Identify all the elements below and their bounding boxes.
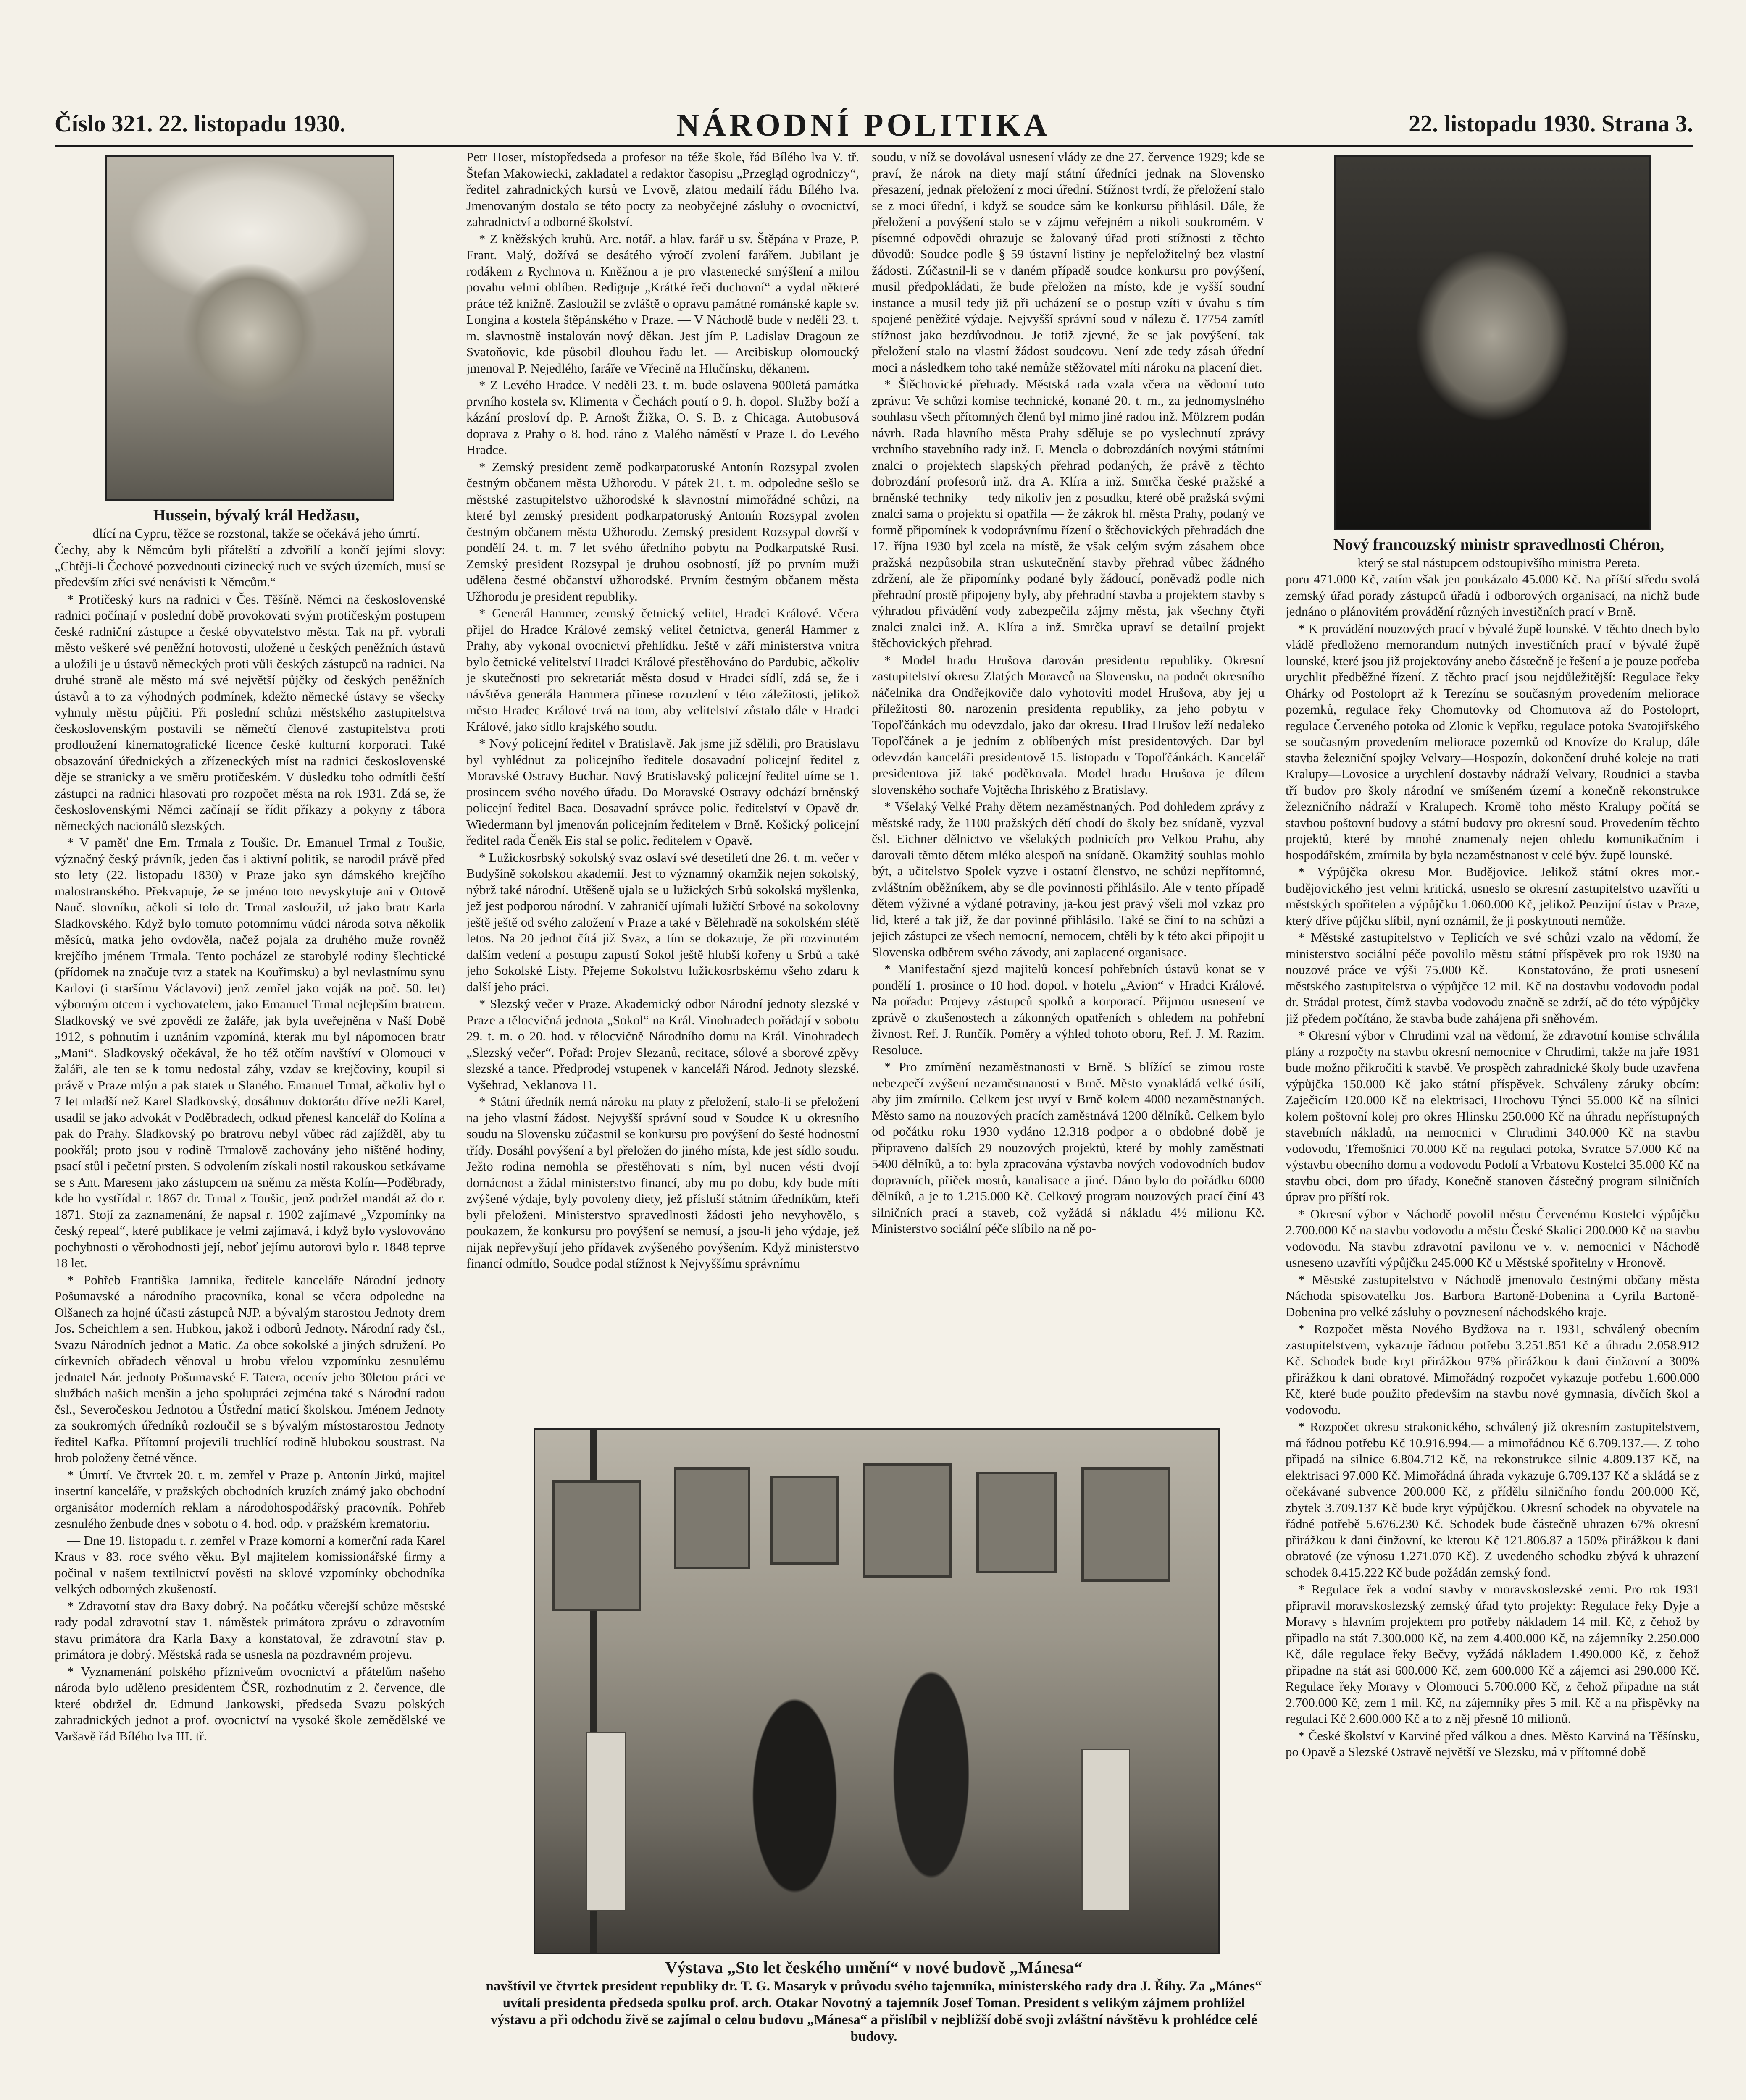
portrait-right-caption: který se stal nástupcem odstoupivšího ministra Pereta. (1357, 555, 1640, 570)
article-paragraph: * Městské zastupitelstvo v Náchodě jmenovalo čestnými občany města Náchoda spisovatelku Jos. Barbora Bartoně-Dobenina a Cyrila Bartoně-Dobenina pro velké zásluhy o povznesení náchodského kraje. (1286, 1272, 1699, 1319)
article-paragraph: * Štěchovické přehrady. Městská rada vzala včera na vědomí tuto zprávu: Ve schůzi komise technické, konané 20. t. m., za jednomyslného souhlasu všech přítomných členů byl mimo jiné radou inž. Mölzrem podán návrh. Rada hlavního města Prahy sděluje se po vyslechnutí zprávy vrchního stavebního rady inž. F. Mencla o dobrozdáních novými státními znalci o projektech slapských přehrad podaných, že právě z těchto dobrozdání profesorů inž. dra A. Klíra a inž. Smrčka české pražské a brněnské techniky — tedy nikoliv jen z posudku, které obě pražská svými znalci sama o projektu si opatřila — že zákrok hl. města Prahy, podaný ve formě připomínek k vodoprávnímu řízení o štěchovických přehradách dne 17. října 1930 byl zcela na místě, že však celým svým zásahem obce pražská nezpůsobila stran uskutečnění stavby přehrad vůbec žádného zdržení, ale že připomínky podané byly žádoucí, poněvadž podle nich přehradní prostě připojeny byly, aby přehradní stavba a projektem stavby s výhradou přivádění vody zabezpečila zájmy města, jak všechny čtyři znalci znalci inž. A. Klíra a inž. Smrčka upraví se detailní projekt štěchovických přehrad. (872, 377, 1265, 650)
article-paragraph: soudu, v níž se dovolával usnesení vlády ze dne 27. července 1929; kde se praví, že nárok na diety mají státní úředníci jednak na Slovensko přesazení, jednak přeložení z moci úřední. Stížnost tvrdí, že přeložení stalo se z moci úřední, i když se soudce sám ke konkursu přihlásil. Dále, že přeložení a povýšení stalo se v zájmu veřejném a nikoli soukromém. V písemné odpovědi ohrazuje se žalovaný úřad proti stížnosti z těchto důvodů: Soudce podle § 59 ústavní listiny je nepřeložitelný bez vlastní žádosti. Zúčastnil-li se v daném případě soudce konkursu pro povýšení, musil předpokládati, že bude přeložen na místo, kde je vyšší soudní instance a musil tedy již při ucházení se o postup vzíti v úvahu s tím spojené peněžité výdaje. Nejvyšší správní soud v nálezu č. 17754 zamítl stížnost jako bezdůvodnou. Je totiž zjevné, že se jak povýšení, tak přeložení stalo na vlastní žádost soudcovu. Není zde tedy zásah úřední moci a následkem toho také nemůže stěžovatel míti nároku na placení diet. (872, 150, 1265, 375)
article-paragraph: * Výpůjčka okresu Mor. Budějovice. Jelikož státní okres mor.-budějovického jest velmi kritická, usneslo se okresní zastupitelstvo uzavříti u městských spořitelen a výpůjčku 1.060.000 Kč, jelikož Penzijní ústav v Praze, který dříve půjčku slíbil, nyní oznámil, že ji poskytnouti nemůže. (1286, 864, 1699, 928)
column-3 (872, 149, 1265, 1569)
article-paragraph: * Všelaký Velké Prahy dětem nezaměstnaných. Pod dohledem zprávy z městské rady, že 1100 pražských dětí chodí do školy bez snídaně, vyzval čsl. Eichner dělnictvo ve všelakých podnicích pro Velkou Prahu, aby darovali těmto dětem mléko alespoň na snídaně. Okamžitý souhlas mohlo být, a učitelstvo Spolek vyzve i ostatní členstvo, ne schůzi nepřítomné, zvláštním oběžníkem, aby se dle povinnosti přihlásilo. Ale v tento případě dětem výživné a výdané potraviny, ja-kou jest pravý všeli mol vzkaz pro lid, které a tak již, že dar povinné přihlásilo. Také se činí to na schůzi a jejich zástupci ze všech nemocní, nemocem, chtěli by k této akci připojit u Slovenska odběrem svého závody, ani zaplacené organisace. (872, 799, 1265, 959)
painting-frame (674, 1467, 750, 1569)
portrait-left-caption: dlící na Cypru, těžce se rozstonal, takže se očekává jeho úmrtí. (92, 526, 420, 541)
column-2 (466, 149, 859, 1569)
painting-frame (863, 1463, 952, 1578)
article-paragraph: Petr Hoser, místopředseda a profesor na téže škole, řád Bílého lva V. tř. Štefan Makowiecki, zakladatel a redaktor časopisu „Przegląd ogrodniczy“, ředitel zahradnických kursů ve Lvově, zlatou medailí řádu Bílého lva. Jmenovaným dostalo se této pocty za neobyčejné zásluhy o ovocnictví, zahradnictví a odborné školství. (466, 150, 859, 229)
article-paragraph: * V paměť dne Em. Trmala z Toušic. Dr. Emanuel Trmal z Toušic, význačný český právník, jeden čas i aktivní politik, se narodil právě před sto lety (22. listopadu 1830) v Praze jako syn dámského krejčího malostranského. Překvapuje, že se jméno toto nevyskytuje ani v Ottově Nauč. slovníku, ačkoli si tolo dr. Trmal zasloužil, už jako bratr Karla Sladkovského. Když bylo tomuto potomnímu vůdci národa sotva několik měsíců, matka jeho ovdověla, načež pojala za druhého muže rovněž krejčího jménem Trmala. Tento pocházel ze starobylé rodiny šlechtické (přídomek na značuje tvrz a statek na Kouřimsku) a byl nevlastnímu synu Karlovi (i staršímu Václavovi) jenž zemřel jako voják na poč. 50. let) výborným otcem i vychovatelem, jako Emanuel Trmal nejlepším bratrem. Sladkovský ve své zpovědi ze žaláře, jak byla uveřejněna v Naší Době 1912, s pohnutím i uznáním vzpomíná, kterak mu byl nápomocen bratr „Mani“. Sladkovský očekával, že ho též otčím navštíví v Olomouci v žaláři, ale ten se k tomu nedostal záhy, vzdav se krejčoviny, koupil si právě v Praze mlýn a pak statek u Slaného. Emanuel Trmal, ačkoliv byl o 7 let mladší než Karel Sladkovský, dosáhnuv doktorátu dříve nežli Karel, usadil se jako advokát v Poděbradech, odkud přenesl kancelář do Kolína a pak do Prahy. Sladkovský po bratrovu nebyl vůbec rád zajížděl, aby tu pookřál; proto jsou v rodině Trmalově zachovány jeho ništěné hodiny, psací stůl i pečetní prsten. S odvolením získali nostil rakouskou setkávame se s Ant. Maresem jako zástupcem na sněmu za města Kolín—Poděbrady, kde ho vystřídal r. 1867 dr. Trmal z Toušic, jenž podržel mandát až do r. 1871. Stojí za zaznamenání, že napsal r. 1902 zajímavé „Vzpomínky na český repeal“, které publikace je velmi zajímavá, i když bylo vyslovováno pochybnosti o věrohodnosti její, neboť jejímu autorovi bylo r. 1848 teprve 18 let. (55, 835, 445, 1270)
painting-frame (770, 1476, 839, 1565)
article-paragraph: * Rozpočet okresu strakonického, schválený již okresním zastupitelstvem, má řádnou potřebu Kč 10.916.994.— a mimořádnou Kč 6.709.137.—. Z toho připadá na silnice 6.804.712 Kč, na rekonstrukce silnic 4.809.137 Kč, na elektrisaci 97.000 Kč. Mimořádná úhrada vykazuje 6.709.137 Kč a skládá se z očekávané subvence 200.000 Kč, z přídělu silničního fondu 200.000 Kč, zbytek 3.709.137 Kč bude kryt výpůjčkou. Okresní schodek na obyvatele na řádné potřebě 5.676.230 Kč. Schodek bude částečně uhrazen 67% okresní přirážkou k dani činžovní, ke kterou Kč 121.806.87 a 150% přirážkou k dani obratové (ze výnosu 1.271.070 Kč). Z uvedeného schodku zbývá k uhrazení schodek 8.415.222 Kč bude požádán zemský fond. (1286, 1419, 1699, 1580)
article-paragraph: * Městské zastupitelstvo v Teplicích ve své schůzi vzalo na vědomí, že ministerstvo sociální péče povolilo městu státní příspěvek pro rok 1930 na nouzové práce ve výši 75.000 Kč. — Konstatováno, že proti usnesení městského zastupitelstva o výpůjčce 12 mil. Kč na dostavbu vodovodu podal dr. Strádal protest, čímž stavba vodovodu značně se zdrží, ač do této výpůjčky již předem počítáno, že stavba bude zahájena při sněhovém. (1286, 930, 1699, 1026)
article-paragraph: * Úmrtí. Ve čtvrtek 20. t. m. zemřel v Praze p. Antonín Jirků, majitel insertní kanceláře, v pražských obchodních kruzích známý jako obchodní organisátor moderních reklam a národohospodářský pracovník. Pohřeb zesnulého ženbude dnes v sobotu o 4. hod. odp. v pražském krematoriu. (55, 1467, 445, 1530)
portrait-cheron-photo (1334, 155, 1651, 530)
sculpture-pedestal (586, 1732, 626, 1911)
article-paragraph: * Protičeský kurs na radnici v Čes. Těšíně. Němci na československé radnici počínají v poslední době provokovati svým protičeským postupem české radniční zástupce a české obyvatelstvo města. Tak na př. vybrali město veškeré své peněžní hotovosti, uložené u českých peněžních ústavů a uložili je u ústavů německých proti vůli českých zástupců na radnici. Na druhé straně ale město má své největší půjčky od českých peněžních ústavů a to za výhodných podmínek, kdežto německé ústavy se všecky vyhnuly městu půjčiti. Při poslední schůzi městského zastupitelstva československým postavili se němečtí členové zastupitelstva proti prodloužení kinematografické licence české kulturní korporaci. Také obsazování úřednických a zřízeneckých míst na radnici československé děje se stranicky a ve směru protičeském. V důsledku toho odmítli čeští zástupci na radnici hlasovati pro rozpočet města na rok 1931. Zdá se, že československými Němci začínají se řídit příkazy a pokyny z tábora německých nacionálů slezských. (55, 591, 445, 833)
article-paragraph: * Pro zmírnění nezaměstnanosti v Brně. S blížící se zimou roste nebezpečí zvýšení nezaměstnanosti v Brně. Město vynakládá velké úsilí, aby jim zmírnilo. Celkem jest uvyí v Brně kolem 4000 nezaměstnaných. Město samo na nouzových pracích zaměstnává 1200 dělníků. Celkem bylo od počátku roku 1930 vydáno 12.318 podpor a o obdobné době je připraveno dalších 29 nouzových projektů, které by mohly zaměstnati 5400 dělníků, a to: byla zpracována výstavba nových vodovodních budov dopravních, přiček mostů, kanalisace a jiné. Dáno bylo do pořádku 6000 dělníků, a je to 1.215.000 Kč. Celkový program nouzových prací činí 43 silničních prací a staveb, což vyžádá si nákladu 4½ milionu Kč. Ministerstvo sociální péče slíbilo na ně po- (872, 1059, 1265, 1236)
issue-number-date: Číslo 321. 22. listopadu 1930. (55, 111, 346, 137)
photo-caption-text: navštívil ve čtvrtek president republiky dr. T. G. Masaryk v průvodu svého tajemníka, ministerského rady dra J. Říhy. Za „Mánes“ uvítali presidenta předseda spolku prof. arch. Otakar Novotný a tajemník Josef Toman. President s velikým zájmem prohlížel výstavu a při odchodu živě se zajímal o celou budovu „Mánesa“ a přislíbil v nejbližší době svoji zvláštní návštěvu k prohlédce celé budovy. (486, 1979, 1262, 2044)
exhibition-photo (534, 1428, 1220, 1954)
article-paragraph: * Slezský večer v Praze. Akademický odbor Národní jednoty slezské v Praze a tělocvičná jednota „Sokol“ na Král. Vinohradech pořádají v sobotu 29. t. m. o 20. hod. v tělocvičně Národního domu na Král. Vinohradech „Slezský večer“. Pořad: Projev Slezanů, recitace, sólové a sborové zpěvy slezské a tance. Předprodej vstupenek v kanceláři Národ. Jednoty slezské. Vyšehrad, Neklanova 11. (466, 996, 859, 1092)
portrait-right-title: Nový francouzský ministr spravedlnosti Chéron, (1333, 536, 1664, 554)
sculpture-pedestal (1081, 1749, 1130, 1911)
painting-frame (976, 1472, 1057, 1573)
photo-caption (479, 1959, 1269, 2045)
article-paragraph: * Vyznamenání polského přízniveům ovocnictví a přátelům našeho národa bylo uděleno presidentem ČSR, rozhodnutím z 2. července, dle které obdržel dr. Edmund Jankowski, předseda Svazu polských zahradnických jednot a prof. ovocnictví na vysoké škole zemědělské ve Varšavě řád Bílého lva III. tř. (55, 1664, 445, 1743)
photo-caption-title: Výstava „Sto let českého umění“ v nové budově „Mánesa“ (665, 1958, 1083, 1977)
article-paragraph: * Lužickosrbský sokolský svaz oslaví své desetiletí dne 26. t. m. večer v Budyšíně sokolskou akademií. Jest to významný okamžik nejen sokolský, nýbrž také národní. Utěšeně ujala se u lužických Srbů sokolská myšlenka, jež jest podporou národní. V zahraničí ujímali lužičtí Srbové na sokolovny ještě ještě od svého založení v Praze a také v Bělehradě na sokolském slétě letos. Na 20 jednot čítá již Svaz, a tím se dokazuje, že při rozvinutém dalším vedení a postupu zapustí Sokol ještě hlubší kořeny u Srbů a také jeho Sokolské Listy. Přejeme Sokolstvu lužickosrbskému všeho zdaru k další jeho práci. (466, 850, 859, 994)
article-paragraph: * Model hradu Hrušova darován presidentu republiky. Okresní zastupitelství okresu Zlatých Moravců na Slovensku, na podnět okresního náčelníka dra Ondřejkoviče dalo vyhotoviti model Hrušova, aby jej u příležitosti 80. narozenin presidenta republiky, za jeho pobytu v Topoľčánkách mu odevzdalo, jako dar okresu. Hrad Hrušov leží nedaleko Topoľčánek a je jedním z oblíbených míst presidentových. Dar byl odevzdán kanceláři presidentově 15. listopadu v Topoľčánkách. Kancelář presidentova již také poděkovala. Model hradu Hrušova je dílem slovenského sochaře Vojtěcha Ihriského z Bratislavy. (872, 652, 1265, 797)
masthead (55, 107, 1693, 147)
column-4 (1286, 155, 1699, 2100)
article-paragraph: * Zdravotní stav dra Baxy dobrý. Na počátku včerejší schůze městské rady podal zdravotní stav 1. náměstek primátora zprávu o zdravotním stavu primátora dra Karla Baxy a konstatoval, že zdravotní stav p. primátora je dobrý. Městská rada se usnesla na pozdravném projevu. (55, 1598, 445, 1662)
painting-frame (552, 1480, 641, 1611)
article-paragraph: * Z Levého Hradce. V neděli 23. t. m. bude oslavena 900letá památka prvního kostela sv. Klimenta v Čechách poutí o 9. h. dopol. Služby boží a kázání prosloví dp. P. Arnošt Žižka, O. S. B. z Chicaga. Autobusová doprava z Prahy o 8. hod. ráno z Malého náměstí v Praze I. do Levého Hradce. (466, 378, 859, 457)
article-paragraph: * Pohřeb Františka Jamnika, ředitele kanceláře Národní jednoty Pošumavské a národního pracovníka, konal se včera odpoledne na Olšanech za hojné účasti zástupců NJP. a bývalým starostou Jednoty drem Jos. Scheichlem a sen. Hubkou, jakož i odborů Jednoty. Národní rady čsl., Svazu Národních jednot a Matic. Za obce sokolské a jiných sdružení. Po církevních obřadech věnoval u hrobu vřelou vzpomínku zesnulému jednatel Nár. jednoty Pošumavské F. Tatera, ocenív jeho 30letou práci ve službách našich menšin a jeho spolupráci zejména také s Národní radou čsl., Severočeskou Jednotou a Ústřední maticí školskou. Jménem Jednoty za soukromých úředníků rozloučil se s bývalým místostarostou Jednoty ředitel Kafka. Přítomní projevili truchlící rodině hlubokou soustrast. Na hrob položeny četné věnce. (55, 1272, 445, 1465)
article-paragraph: * Okresní výbor v Chrudimi vzal na vědomí, že zdravotní komise schválila plány a rozpočty na stavbu okresní nemocnice v Chrudimi, takže na jaře 1931 bude možno přikročiti k stavbě. Ve prospěch zahradnické školy bude uzavřena výpůjčka 150.000 Kč jako státní příspěvek. Schváleny záruky obcím: Zaječicím 120.000 Kč na elektrisaci, Hrochovu Týnci 55.000 Kč na sílnici kolem poštovní kolej pro okres Hlinsku 250.000 Kč na úhradu nepřístupných stavebních nákladů, na nemocnici v Chrudimi 340.000 Kč na stavbu vodovodu, Třemošnici 70.000 Kč na regulaci potoka, Svratce 57.000 Kč na výstavbu obecního domu a vodovodu Podolí a Vrbatovu Kostelci 35.000 Kč na stavbu obci, dom pro úřady, Konečně stanoven částečný program silničních úprav pro příští rok. (1286, 1028, 1699, 1204)
article-paragraph: * Z kněžských kruhů. Arc. notář. a hlav. farář u sv. Štěpána v Praze, P. Frant. Malý, dožívá se desátého výročí zvolení farářem. Jubilant je rodákem z Rychnova n. Kněžnou a je pro vlastenecké smýšlení a milou povahu velmi oblíben. Rediguje „Krátké řeči duchovní“ a vydal některé práce též knižně. Zasloužil se zvláště o opravu památné románské kaple sv. Longina a kostela štěpánského v Praze. — V Náchodě bude v neděli 23. t. m. slavnostně instalován nový děkan. Jest jím P. Ladislav Dragoun ze Svatoňovic, kde působil dlouhou řadu let. — Arcibiskup olomoucký jmenoval P. Nejedlého, faráře ve Vřecině na Hlučínsku, děkanem. (466, 231, 859, 375)
article-paragraph: * Státní úředník nemá nároku na platy z přeložení, stalo-li se přeložení na jeho vlastní žádost. Nejvyšší správní soud v Soudce K u okresního soudu na Slovensku zúčastnil se konkursu pro povýšení do šesté hodnostní třídy. Dosáhl povýšení a byl přeložen do jiného místa, kde jest sídlo soudu. Ježto rodina nemohla se přestěhovati s ním, byl nucen vésti dvojí domácnost a žádal ministerstvo financí, aby mu po dobu, kdy bude míti zvýšené výdaje, byly povoleny diety, jež přísluší státním úředníkům, kteří byli přeloženi. Ministerstvo spravedlnosti žádosti jeho nevyhovělo, s poukazem, že konkursu pro povýšení se nemusí, a jsou-li jeho výdaje, jež nijak nepřevyšují jeho přídavek zvýšeného povýšením. Když ministerstvo financí odmítlo, Soudce podal stížnost k Nejvyššímu správnímu (466, 1094, 859, 1270)
painting-frame (1081, 1467, 1170, 1582)
article-paragraph: Čechy, aby k Němcům byli přátelští a zdvořilí a končí jejími slovy: „Chtěji-li Čechové pozvednouti cizinecký ruch ve svých územích, musí se především zříci své nenávisti k Němcům.“ (55, 542, 445, 589)
article-paragraph: * České školství v Karviné před válkou a dnes. Město Karviná na Těšínsku, po Opavě a Slezské Ostravě největší ve Slezsku, má v přítomné době (1286, 1728, 1699, 1759)
article-paragraph: * Generál Hammer, zemský četnický velitel, Hradci Králové. Včera přijel do Hradce Králové zemský velitel četnictva, generál Hammer z Prahy, aby vykonal ovocnictví přehlídku. Ještě v září ministerstva vnitra bylo četnické velitelství Hradci Králové přestěhováno do Pardubic, ačkoliv je skutečnosti pro sekretariát města dosud v Hradci sídlí, zdá se, že i návštěva generála Hammera přinese rozuzlení v této záležitosti, jelikož město Hradec Králové trvá na tom, aby velitelství zůstalo dále v Hradci Králové, jako sídlo krajského soudu. (466, 606, 859, 734)
article-paragraph: — Dne 19. listopadu t. r. zemřel v Praze komorní a komerční rada Karel Kraus v 83. roce svého věku. Byl majitelem komissionářské firmy a počinal v našem textilnictví pověsti na sklové vzpomínky obchodníka velkých odborných zkušeností. (55, 1533, 445, 1596)
article-paragraph: poru 471.000 Kč, zatím však jen poukázalo 45.000 Kč. Na příští středu svolá zemský úřad porady zástupců úřadů i odborových organisací, na nichž bude jednáno o plánovitém provádění různých investičních prací v Brně. (1286, 572, 1699, 619)
column-1 (55, 155, 445, 2100)
article-paragraph: * Rozpočet města Nového Bydžova na r. 1931, schválený obecním zastupitelstvem, vykazuje řádnou potřebu 3.251.851 Kč a úhradu 2.058.912 Kč. Schodek bude kryt přirážkou 97% přirážkou k dani činžovní a 300% přirážkou k dani obratové. Mimořádný rozpočet vykazuje potřebu 1.600.000 Kč, které bude použito především na stavbu nové gymnasia, dívčích škol a vodovodu. (1286, 1321, 1699, 1417)
article-paragraph: * Regulace řek a vodní stavby v moravskoslezské zemi. Pro rok 1931 připravil moravskoslezský zemský úřad tyto projekty: Regulace řeky Dyje a Moravy s hlavním projektem pro potřeby nákladem 14 mil. Kč, z čehož by připadlo na stát 7.300.000 Kč, na zem 4.400.000 Kč, na zájemníky 2.250.000 Kč, dále regulace řeky Bečvy, vyžádá nákladem 1.490.000 Kč, z čehož připadne na stát asi 600.000 Kč, zem 600.000 Kč a zájemci asi 290.000 Kč. Regulace řeky Moravy v Olomouci 5.700.000 Kč, z čehož připadne na stát 2.700.000 Kč, zem 1 mil. Kč, na zájemníky přes 5 mil. Kč a na přispěvky na regulaci Kč 2.600.000 Kč a to z něj přesně 10 milionů. (1286, 1582, 1699, 1726)
article-paragraph: * Zemský president země podkarpatoruské Antonín Rozsypal zvolen čestným občanem města Užhorodu. V pátek 21. t. m. odpoledne sešlo se městské zastupitelstvo užhorodské k slavnostní mimořádné schůzi, na které byl zemský president podkarpatoruský Antonín Rozsypal zvolen čestným občanem města Užhorodu. Zemský president Rozsypal dovrší v pondělí 24. t. m. 7 let svého úředního pobytu na Podkarpatské Rusi. Zemský president Rozsypal je druhou osobností, jíž po prvním muži udělena čestné občanství užhorodské. Prvním čestným občanem města Užhorodu je president republiky. (466, 459, 859, 604)
portrait-hussein-photo (105, 155, 394, 501)
page-date-number: 22. listopadu 1930. Strana 3. (1409, 111, 1693, 137)
article-paragraph: * K provádění nouzových prací v bývalé župě lounské. V těchto dnech bylo vládě předloženo memorandum nutných investičních prací v bývalé župě lounské, které jsou již projektovány anebo částečně je řešení a je pouze potřeba urychlit předběžné řízení. Z těchto prací jsou nejdůležitější: Regulace řeky Ohárky od Postoloprt až k Terezínu se současným provedením meliorace pozemků, regulace řeky Chomutovky od Chomutova až do Postoloprt, regulace Červeného potoka od Zlonic k Vepřku, regulace potoka Svatojiřského se současným provedením meliorace pozemků od Knovíze do Kralup, dále stavba železniční spojky Velvary—Hospozín, dokončení druhé koleje na trati Kralupy—Lovosice a urychlení dostavby nádraží Velvary, Roudnici a stavba tří budov pro školy národní ve smíšeném území a konečně rekonstrukce železničního nádraží v Kralupech. Kromě toho město Kralupy počítá se stavbou poštovní budovy a státní budovy pro okresní soud. Provedením těchto projektů, které by mnohé znamenaly nejen ohledu komunikačním i hospodářském, zmírnila by byla nezaměstnanost v celé býv. župě lounské. (1286, 621, 1699, 862)
portrait-left-title: Hussein, bývalý král Hedžasu, (153, 507, 360, 524)
newspaper-title: NÁRODNÍ POLITIKA (676, 108, 1051, 143)
article-paragraph: * Nový policejní ředitel v Bratislavě. Jak jsme již sdělili, pro Bratislavu byl vyhlédnut za policejního ředitele dosavadní policejní ředitel z Moravské Ostravy Buchar. Nový Bratislavský policejní ředitel uíme se 1. prosincem svého nového úřadu. Do Moravské Ostravy odchází brněnský policejní ředitel Baca. Dosavadní správce polic. ředitelství v Opavě dr. Wiedermann byl jmenován policejním ředitelem v Brně. Košický policejní ředitel rada Čeněk Eis stal se polic. ředitelem v Opavě. (466, 736, 859, 848)
article-paragraph: * Okresní výbor v Náchodě povolil městu Červenému Kostelci výpůjčku 2.700.000 Kč na stavbu vodovodu a městu České Skalici 200.000 Kč na stavbu vodovodu. Na stavbu zdravotní pavilonu ve v. v. nemocnici v Náchodě usneseno uzavříti výpůjčku 245.000 Kč u Městské spořitelny v Hronově. (1286, 1206, 1699, 1270)
article-paragraph: * Manifestační sjezd majitelů koncesí pohřebních ústavů konat se v pondělí 1. prosince o 10 hod. dopol. v hotelu „Avion“ v Hradci Králové. Na pořadu: Projevy zástupců spolků a korporací. Přijmou usnesení ve zprávě o zkušenostech a zákonných opatřeních s ohledem na pohřební živnost. Ref. J. Runčík. Poměry a výhled tohoto oboru, Ref. J. M. Razim. Resoluce. (872, 961, 1265, 1057)
